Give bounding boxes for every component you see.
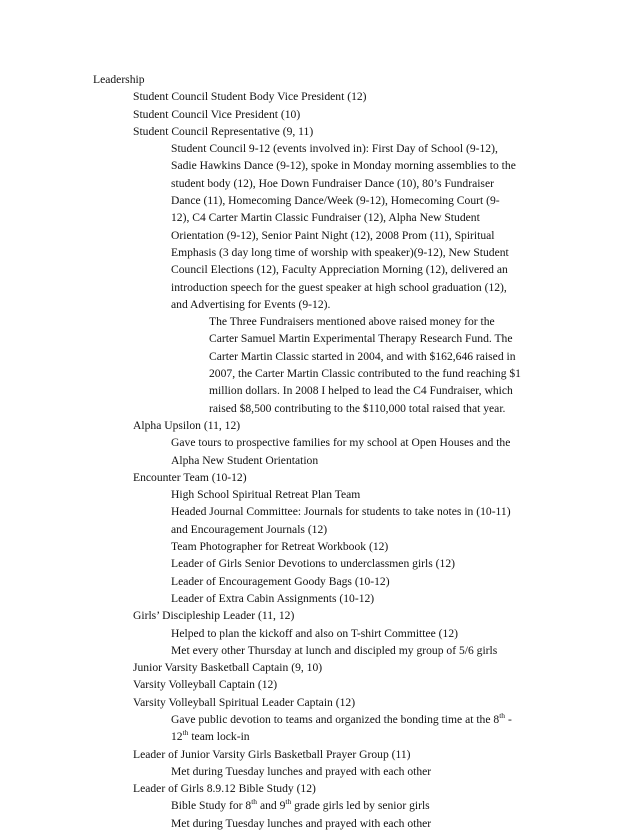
line-text: 12), C4 Carter Martin Classic Fundraiser (12), Alpha New Student (171, 211, 480, 225)
line-text: grade girls led by senior girls (291, 799, 430, 813)
line-text: Dance (11), Homecoming Dance/Week (9-12), Homecoming Court (9- (171, 194, 500, 208)
resume-body (93, 71, 578, 832)
superscript: th (182, 728, 189, 738)
line-text: Leader of Extra Cabin Assignments (10-12) (171, 591, 375, 605)
line-text: Gave public devotion to teams and organized the bonding time at the 8 (171, 712, 500, 726)
document-line (93, 209, 578, 226)
line-text: and Encouragement Journals (12) (171, 522, 328, 536)
line-text: Student Council 9-12 (events involved in): First Day of School (9-12), (171, 142, 498, 156)
line-text: Team Photographer for Retreat Workbook (12) (171, 540, 389, 554)
line-text: 2007, the Carter Martin Classic contributed to the fund reaching $1 (209, 367, 521, 381)
document-line (93, 590, 578, 607)
line-text: Met during Tuesday lunches and prayed with each other (171, 764, 432, 778)
document-line (93, 746, 578, 763)
document-line (93, 157, 578, 174)
document-line (93, 521, 578, 538)
document-line (93, 227, 578, 244)
document-line (93, 244, 578, 261)
line-text: Gave tours to prospective families for my school at Open Houses and the (171, 436, 511, 450)
document-line (93, 88, 578, 105)
superscript: th (251, 797, 258, 807)
line-text: Orientation (9-12), Senior Paint Night (12), 2008 Prom (11), Spiritual (171, 228, 495, 242)
line-text: Student Council Representative (9, 11) (133, 124, 314, 138)
line-text: Student Council Student Body Vice President (12) (133, 90, 367, 104)
line-text: Encounter Team (10-12) (133, 470, 247, 484)
document-line (93, 452, 578, 469)
document-line (93, 106, 578, 123)
line-text: and Advertising for Events (9-12). (171, 297, 331, 311)
line-text: Emphasis (3 day long time of worship with speaker)(9-12), New Student (171, 245, 509, 259)
document-line (93, 330, 578, 347)
document-line (93, 261, 578, 278)
document-line (93, 728, 578, 745)
line-text: Alpha New Student Orientation (171, 453, 319, 467)
document-line (93, 538, 578, 555)
line-text: Leader of Encouragement Goody Bags (10-12) (171, 574, 390, 588)
document-line (93, 711, 578, 728)
document-line (93, 279, 578, 296)
line-text: Junior Varsity Basketball Captain (9, 10) (133, 661, 323, 675)
document-line (93, 175, 578, 192)
line-text: Bible Study for 8 (171, 799, 252, 813)
document-line (93, 676, 578, 693)
document-line (93, 503, 578, 520)
line-text: million dollars. In 2008 I helped to lead the C4 Fundraiser, which (209, 384, 513, 398)
document-line (93, 625, 578, 642)
superscript: th (285, 797, 292, 807)
document-line (93, 642, 578, 659)
document-line (93, 382, 578, 399)
line-text: Leader of Junior Varsity Girls Basketball Prayer Group (11) (133, 747, 411, 761)
line-text: Leader of Girls Senior Devotions to underclassmen girls (12) (171, 557, 455, 571)
document-line (93, 365, 578, 382)
line-text: Girls’ Discipleship Leader (11, 12) (133, 609, 295, 623)
line-text: Leader of Girls 8.9.12 Bible Study (12) (133, 782, 316, 796)
document-line (93, 763, 578, 780)
line-text: Varsity Volleyball Captain (12) (133, 678, 278, 692)
line-text: Headed Journal Committee: Journals for students to take notes in (10-11) (171, 505, 511, 519)
line-text: Met every other Thursday at lunch and discipled my group of 5/6 girls (171, 643, 498, 657)
document-line (93, 400, 578, 417)
line-text: Student Council Vice President (10) (133, 107, 301, 121)
line-text: High School Spiritual Retreat Plan Team (171, 488, 361, 502)
document-line (93, 659, 578, 676)
line-text: student body (12), Hoe Down Fundraiser Dance (10), 80’s Fundraiser (171, 176, 494, 190)
line-text: team lock-in (188, 730, 250, 744)
line-text: - (505, 712, 512, 726)
document-line (93, 607, 578, 624)
line-text: raised $8,500 contributing to the $110,000 total raised that year. (209, 401, 506, 415)
line-text: Sadie Hawkins Dance (9-12), spoke in Monday morning assemblies to the (171, 159, 516, 173)
line-text: 12 (171, 730, 183, 744)
superscript: th (499, 711, 506, 721)
document-line (93, 417, 578, 434)
document-line (93, 694, 578, 711)
document-line (93, 296, 578, 313)
document-line (93, 123, 578, 140)
document-line (93, 140, 578, 157)
line-text: and 9 (257, 799, 286, 813)
document-line (93, 780, 578, 797)
document-line (93, 486, 578, 503)
document-line (93, 797, 578, 814)
line-text: Alpha Upsilon (11, 12) (133, 418, 241, 432)
document-line (93, 469, 578, 486)
line-text: Council Elections (12), Faculty Appreciation Morning (12), delivered an (171, 263, 508, 277)
line-text: Carter Samuel Martin Experimental Therapy Research Fund. The (209, 332, 513, 346)
line-text: introduction speech for the guest speaker at high school graduation (12), (171, 280, 507, 294)
document-line (93, 313, 578, 330)
document-line (93, 573, 578, 590)
line-text: The Three Fundraisers mentioned above raised money for the (209, 315, 495, 329)
document-line (93, 434, 578, 451)
line-text: Carter Martin Classic started in 2004, and with $162,646 raised in (209, 349, 516, 363)
section-heading: Leadership (93, 73, 145, 86)
line-text: Helped to plan the kickoff and also on T-shirt Committee (12) (171, 626, 459, 640)
document-line (93, 555, 578, 572)
line-text: Met during Tuesday lunches and prayed with each other (171, 816, 432, 830)
document-line (93, 192, 578, 209)
document-line (93, 815, 578, 832)
document-line (93, 348, 578, 365)
line-text: Varsity Volleyball Spiritual Leader Captain (12) (133, 695, 356, 709)
leadership-list (93, 88, 578, 832)
